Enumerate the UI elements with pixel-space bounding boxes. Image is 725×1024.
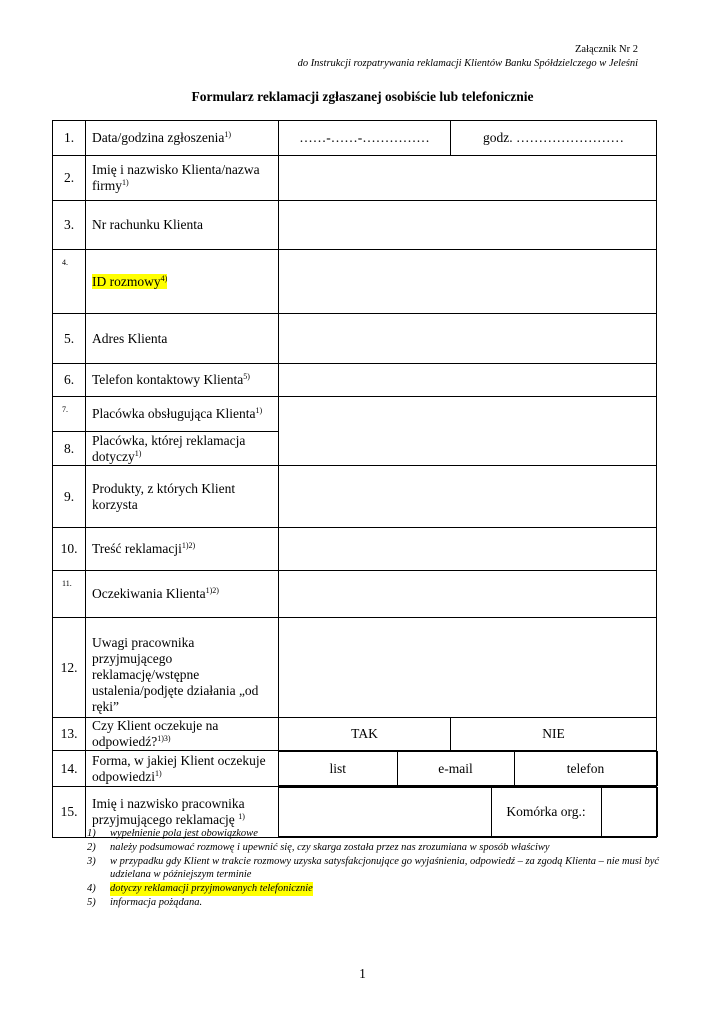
row-client-name <box>53 156 657 201</box>
footnote: 3) w przypadku gdy Klient w trakcie rozmowy uzyska satysfakcjonujące go wyjaśnienia, odpowiedź – za zgodą Klienta – nie musi być udzielana w późniejszym terminie <box>87 855 660 881</box>
row-client-expectations <box>53 571 657 618</box>
row-label: Oczekiwania Klienta$^{1)2)}$ <box>86 571 279 618</box>
row-number: 7. <box>53 397 86 432</box>
row-label: Forma, w jakiej Klient oczekuje odpowiedzi$^{1)}$ <box>86 751 279 787</box>
conversation-id-field[interactable] <box>279 250 657 314</box>
row-awaits-response <box>53 718 657 751</box>
row-number: 15. <box>53 787 86 838</box>
row-label: Czy Klient oczekuje na odpowiedź?$^{1)3)}$ <box>86 718 279 751</box>
row-number: 5. <box>53 314 86 364</box>
row-number: 3. <box>53 201 86 250</box>
row-number: 14. <box>53 751 86 787</box>
footnote: 2) należy podsumować rozmowę i upewnić się, czy skarga została przez nas zrozumiana w sposób właściwy <box>87 841 550 853</box>
row-label: Uwagi pracownika przyjmującego reklamację/wstępne ustalenia/podjęte działania „od ręki” <box>86 618 279 718</box>
date-field[interactable]: ……-……-…………… <box>279 121 451 156</box>
row-number: 13. <box>53 718 86 751</box>
branch-field[interactable] <box>279 397 657 466</box>
row-label: Nr rachunku Klienta <box>86 201 279 250</box>
attachment-label: Załącznik Nr 2 <box>575 44 638 55</box>
row-number: 4. <box>53 250 86 314</box>
client-address-field[interactable] <box>279 314 657 364</box>
row-contact-phone <box>53 364 657 397</box>
products-field[interactable] <box>279 466 657 528</box>
row-date-time <box>53 121 657 156</box>
footnote: 1) wypełnienie pola jest obowiązkowe <box>87 828 258 839</box>
row-number: 8. <box>53 432 86 466</box>
option-email[interactable]: e-mail <box>397 752 514 786</box>
complaint-form-table <box>52 120 657 838</box>
response-form-options <box>279 751 657 787</box>
row-employee-remarks <box>53 618 657 718</box>
client-expectations-field[interactable] <box>279 571 657 618</box>
option-letter[interactable]: list <box>279 752 397 786</box>
option-no[interactable]: NIE <box>451 718 657 751</box>
row-number: 1. <box>53 121 86 156</box>
row-number: 2. <box>53 156 86 201</box>
form-title: Formularz reklamacji zgłaszanej osobiście lub telefonicznie <box>191 89 534 104</box>
footnotes <box>87 827 667 910</box>
row-complaint-content <box>53 528 657 571</box>
row-label: Imię i nazwisko Klienta/nazwa firmy$^{1)}$ <box>86 156 279 201</box>
complaint-content-field[interactable] <box>279 528 657 571</box>
row-number: 11. <box>53 571 86 618</box>
row-client-address <box>53 314 657 364</box>
footnote: 4) dotyczy reklamacji przyjmowanych telefonicznie <box>87 883 313 895</box>
org-unit-label: Komórka org.: <box>491 788 601 837</box>
document-subtitle: do Instrukcji rozpatrywania reklamacji Klientów Banku Spółdzielczego w Jeleśni <box>297 58 638 69</box>
footnote: 5) informacja pożądana. <box>87 896 203 908</box>
time-field[interactable]: godz. …………………… <box>451 121 657 156</box>
row-number: 12. <box>53 618 86 718</box>
row-account-number <box>53 201 657 250</box>
row-label: Imię i nazwisko pracownika przyjmującego reklamację $^{1)}$ <box>86 787 279 838</box>
client-name-field[interactable] <box>279 156 657 201</box>
row-number: 10. <box>53 528 86 571</box>
option-phone[interactable]: telefon <box>514 752 657 786</box>
row-response-form <box>53 751 657 787</box>
row-products <box>53 466 657 528</box>
employee-remarks-field[interactable] <box>279 618 657 718</box>
row-label: Treść reklamacji$^{1)2)}$ <box>86 528 279 571</box>
row-label: Placówka, której reklamacja dotyczy$^{1)}$ <box>86 432 279 466</box>
account-number-field[interactable] <box>279 201 657 250</box>
row-label: Produkty, z których Klient korzysta <box>86 466 279 528</box>
row-conversation-id <box>53 250 657 314</box>
row-number: 9. <box>53 466 86 528</box>
row-label: Telefon kontaktowy Klienta$^{5)}$ <box>86 364 279 397</box>
row-serving-branch <box>53 397 657 432</box>
page-number: 1 <box>359 966 366 981</box>
row-label: ID rozmowy$^{4)}$ <box>86 250 279 314</box>
row-number: 6. <box>53 364 86 397</box>
row-label: Data/godzina zgłoszenia$^{1)}$ <box>86 121 279 156</box>
row-label: Placówka obsługująca Klienta$^{1)}$ <box>86 397 279 432</box>
option-yes[interactable]: TAK <box>279 718 451 751</box>
row-label: Adres Klienta <box>86 314 279 364</box>
contact-phone-field[interactable] <box>279 364 657 397</box>
